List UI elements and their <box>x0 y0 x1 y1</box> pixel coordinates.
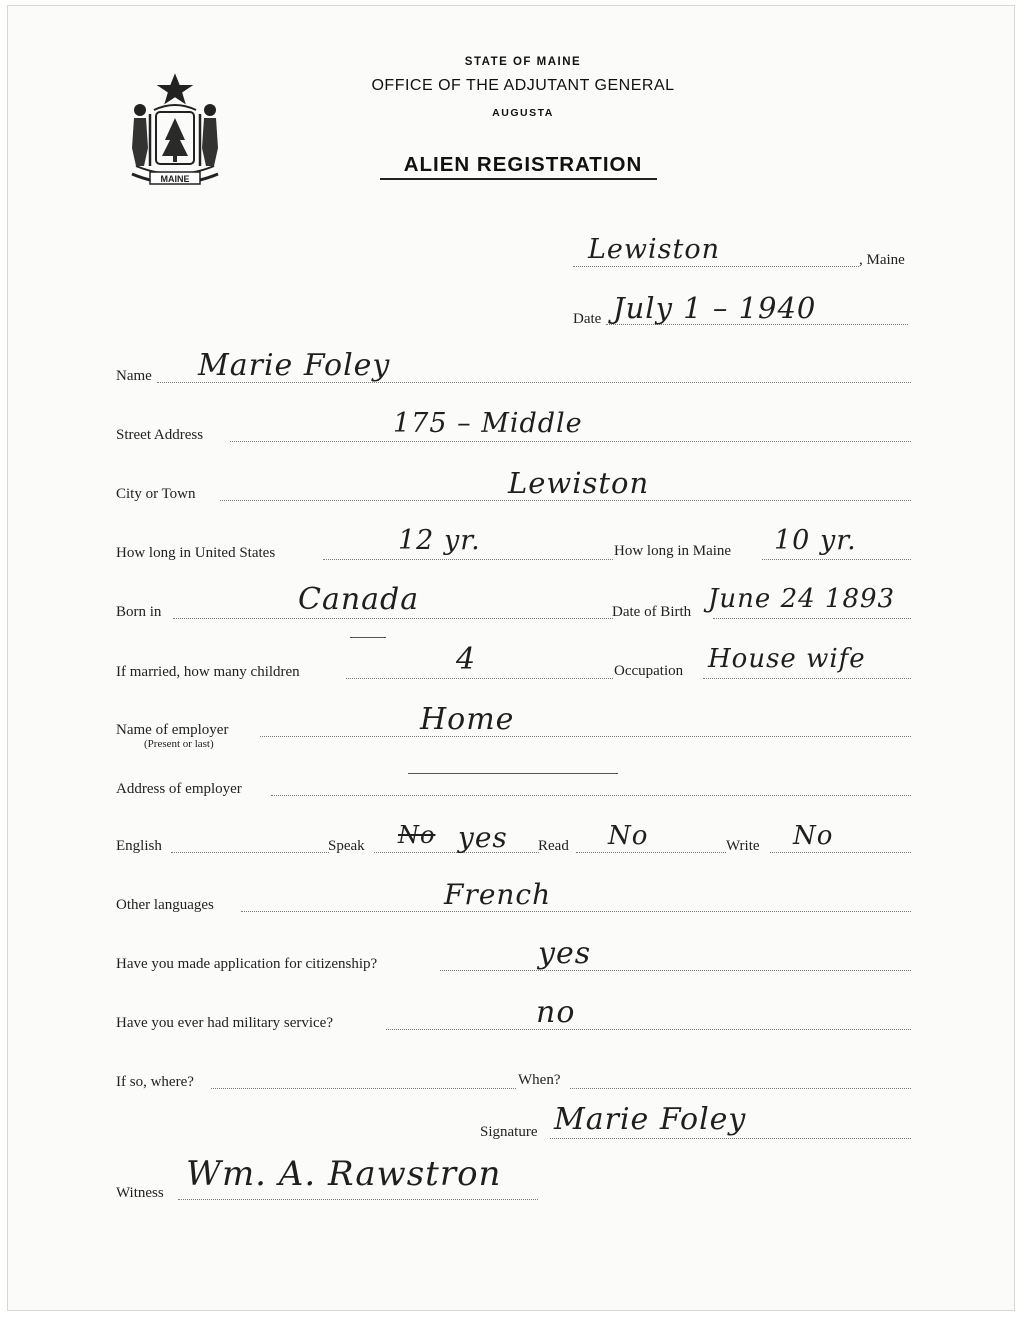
speak-label: Speak <box>328 838 365 854</box>
citizenship-label: Have you made application for citizenship? <box>116 956 378 972</box>
born-in-label: Born in <box>116 604 162 620</box>
when-label: When? <box>518 1072 561 1088</box>
how-long-maine-dotted-line <box>762 559 911 560</box>
employer-name-dotted-line <box>260 736 911 737</box>
town-value[interactable]: Lewiston <box>588 234 721 265</box>
witness-value[interactable]: Wm. A. Rawstron <box>186 1154 502 1194</box>
witness-label: Witness <box>116 1185 164 1201</box>
other-languages-dotted-line <box>241 911 911 912</box>
date-of-birth-label: Date of Birth <box>612 604 692 620</box>
witness-dotted-line <box>178 1199 538 1200</box>
city-value[interactable]: Lewiston <box>508 466 650 500</box>
header-city: AUGUSTA <box>492 107 554 119</box>
how-long-us-dotted-line <box>323 559 613 560</box>
write-label: Write <box>726 838 760 854</box>
date-of-birth-dotted-line <box>713 618 911 619</box>
how-long-maine-value[interactable]: 10 yr. <box>774 525 857 556</box>
occupation-value[interactable]: House wife <box>708 644 866 674</box>
street-address-label: Street Address <box>116 427 204 443</box>
header-state: STATE OF MAINE <box>464 56 582 68</box>
employer-note-label: (Present or last) <box>144 738 214 750</box>
if-so-where-label: If so, where? <box>116 1074 194 1090</box>
citizenship-value[interactable]: yes <box>538 936 592 971</box>
married-children-label: If married, how many children <box>116 664 300 680</box>
maine-state-seal-icon <box>120 70 230 190</box>
other-languages-value[interactable]: French <box>444 878 552 911</box>
street-address-value[interactable]: 175 – Middle <box>393 408 583 439</box>
born-in-dotted-line <box>173 618 613 619</box>
speak-struck-value[interactable]: No <box>398 821 436 849</box>
how-long-maine-label: How long in Maine <box>614 543 732 559</box>
signature-value[interactable]: Marie Foley <box>554 1102 747 1137</box>
date-of-birth-value[interactable]: June 24 1893 <box>708 584 896 614</box>
employer-name-value[interactable]: Home <box>420 702 515 737</box>
header-office: OFFICE OF THE ADJUTANT GENERAL <box>371 77 675 94</box>
street-address-dotted-line <box>230 441 911 442</box>
read-label: Read <box>538 838 569 854</box>
how-long-us-label: How long in United States <box>116 545 276 561</box>
speak-dotted-line <box>374 852 539 853</box>
employer-address-dotted-line <box>271 795 911 796</box>
seal-banner-text: MAINE <box>160 174 190 184</box>
read-value[interactable]: No <box>608 821 649 851</box>
citizenship-dotted-line <box>440 970 911 971</box>
english-dotted-line <box>171 852 329 853</box>
speak-value[interactable]: yes <box>458 821 508 854</box>
city-dotted-line <box>220 500 911 501</box>
military-dotted-line <box>386 1029 911 1030</box>
name-label: Name <box>116 368 152 384</box>
stray-pen-mark <box>350 637 386 638</box>
military-label: Have you ever had military service? <box>116 1015 333 1031</box>
signature-label: Signature <box>480 1124 538 1140</box>
married-children-dotted-line <box>346 678 613 679</box>
name-value[interactable]: Marie Foley <box>198 348 391 383</box>
registration-form-page <box>7 5 1015 1311</box>
children-value[interactable]: 4 <box>456 642 477 677</box>
form-title: ALIEN REGISTRATION <box>403 153 643 176</box>
born-in-value[interactable]: Canada <box>298 582 420 617</box>
other-languages-label: Other languages <box>116 897 214 913</box>
if-so-where-dotted-line <box>211 1088 516 1089</box>
write-dotted-line <box>770 852 911 853</box>
occupation-label: Occupation <box>614 663 684 679</box>
english-label: English <box>116 838 162 854</box>
employer-name-label: Name of employer <box>116 722 229 738</box>
signature-dotted-line <box>550 1138 911 1139</box>
title-underline <box>380 178 657 180</box>
maine-suffix-label: , Maine <box>859 252 905 268</box>
employer-address-label: Address of employer <box>116 781 242 797</box>
date-label: Date <box>573 311 602 327</box>
when-dotted-line <box>570 1088 911 1089</box>
military-value[interactable]: no <box>536 995 576 1030</box>
city-label: City or Town <box>116 486 196 502</box>
read-dotted-line <box>576 852 726 853</box>
employer-address-pen-line <box>408 773 618 774</box>
town-dotted-line <box>573 266 859 267</box>
how-long-us-value[interactable]: 12 yr. <box>398 525 481 556</box>
date-value[interactable]: July 1 – 1940 <box>613 291 817 325</box>
write-value[interactable]: No <box>793 821 834 851</box>
occupation-dotted-line <box>703 678 911 679</box>
